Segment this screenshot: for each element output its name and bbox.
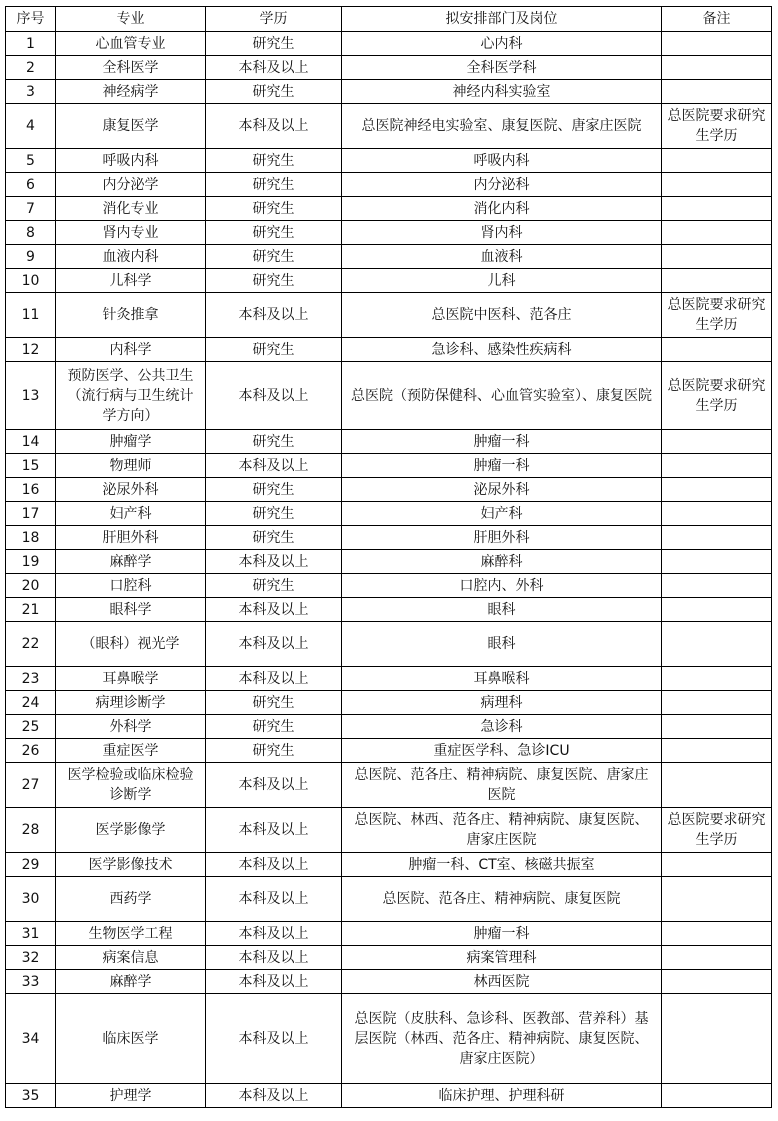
cell-note: 总医院要求研究生学历 [662,808,772,853]
cell-no: 5 [6,149,56,173]
cell-major: 麻醉学 [56,550,206,574]
cell-department: 总医院、范各庄、精神病院、康复医院 [342,877,662,922]
cell-note [662,269,772,293]
table-row [6,173,772,197]
recruitment-table [5,6,772,1108]
cell-no: 30 [6,877,56,922]
header-cell-education: 学历 [206,7,342,32]
table-row [6,946,772,970]
cell-note [662,221,772,245]
cell-education: 研究生 [206,269,342,293]
table-row [6,338,772,362]
cell-major: 病理诊断学 [56,691,206,715]
cell-education: 研究生 [206,197,342,221]
cell-department: 肿瘤一科 [342,430,662,454]
cell-note [662,80,772,104]
cell-no: 7 [6,197,56,221]
cell-major: 重症医学 [56,739,206,763]
cell-no: 25 [6,715,56,739]
table-row [6,197,772,221]
cell-note: 总医院要求研究生学历 [662,104,772,149]
cell-note [662,715,772,739]
cell-no: 19 [6,550,56,574]
cell-note [662,32,772,56]
cell-no: 8 [6,221,56,245]
cell-major: 泌尿外科 [56,478,206,502]
cell-note [662,877,772,922]
table-row [6,763,772,808]
table-row [6,970,772,994]
cell-no: 13 [6,362,56,430]
cell-major: 肾内专业 [56,221,206,245]
cell-note [662,550,772,574]
table-row [6,104,772,149]
table-row [6,739,772,763]
cell-major: 血液内科 [56,245,206,269]
cell-department: 急诊科、感染性疾病科 [342,338,662,362]
cell-education: 研究生 [206,245,342,269]
table-row [6,293,772,338]
cell-no: 11 [6,293,56,338]
cell-no: 35 [6,1084,56,1108]
header-cell-note: 备注 [662,7,772,32]
table-row [6,622,772,667]
cell-note [662,763,772,808]
cell-department: 总医院、林西、范各庄、精神病院、康复医院、唐家庄医院 [342,808,662,853]
cell-department: 耳鼻喉科 [342,667,662,691]
cell-major: 消化专业 [56,197,206,221]
table-row [6,269,772,293]
cell-department: 内分泌科 [342,173,662,197]
cell-note: 总医院要求研究生学历 [662,293,772,338]
table-row [6,32,772,56]
cell-no: 22 [6,622,56,667]
cell-major: 全科医学 [56,56,206,80]
cell-no: 29 [6,853,56,877]
cell-education: 本科及以上 [206,994,342,1084]
cell-department: 消化内科 [342,197,662,221]
cell-education: 研究生 [206,430,342,454]
cell-note [662,853,772,877]
cell-education: 研究生 [206,502,342,526]
cell-department: 重症医学科、急诊ICU [342,739,662,763]
cell-note [662,478,772,502]
cell-no: 18 [6,526,56,550]
cell-department: 呼吸内科 [342,149,662,173]
cell-department: 总医院中医科、范各庄 [342,293,662,338]
cell-no: 15 [6,454,56,478]
cell-major: 肿瘤学 [56,430,206,454]
cell-department: 临床护理、护理科研 [342,1084,662,1108]
cell-department: 肿瘤一科、CT室、核磁共振室 [342,853,662,877]
table-row [6,550,772,574]
cell-no: 3 [6,80,56,104]
cell-major: 神经病学 [56,80,206,104]
cell-no: 6 [6,173,56,197]
cell-no: 26 [6,739,56,763]
cell-department: 泌尿外科 [342,478,662,502]
cell-note [662,946,772,970]
cell-department: 全科医学科 [342,56,662,80]
cell-note [662,691,772,715]
cell-note [662,622,772,667]
header-row [6,7,772,32]
cell-education: 研究生 [206,715,342,739]
cell-note [662,338,772,362]
table-row [6,667,772,691]
cell-no: 20 [6,574,56,598]
cell-no: 2 [6,56,56,80]
cell-major: （眼科）视光学 [56,622,206,667]
cell-major: 呼吸内科 [56,149,206,173]
cell-major: 耳鼻喉学 [56,667,206,691]
cell-no: 1 [6,32,56,56]
cell-education: 研究生 [206,691,342,715]
cell-note [662,430,772,454]
cell-department: 总医院（皮肤科、急诊科、医教部、营养科）基层医院（林西、范各庄、精神病院、康复医院、唐家庄医院） [342,994,662,1084]
cell-education: 本科及以上 [206,853,342,877]
header-cell-major: 专业 [56,7,206,32]
cell-no: 14 [6,430,56,454]
header-cell-no: 序号 [6,7,56,32]
cell-no: 23 [6,667,56,691]
cell-note [662,667,772,691]
cell-department: 总医院（预防保健科、心血管实验室）、康复医院 [342,362,662,430]
cell-no: 4 [6,104,56,149]
cell-note [662,502,772,526]
cell-major: 口腔科 [56,574,206,598]
cell-education: 本科及以上 [206,763,342,808]
header-cell-department: 拟安排部门及岗位 [342,7,662,32]
cell-major: 针灸推拿 [56,293,206,338]
cell-major: 妇产科 [56,502,206,526]
table-row [6,245,772,269]
cell-major: 物理师 [56,454,206,478]
cell-education: 本科及以上 [206,550,342,574]
cell-note [662,526,772,550]
cell-department: 眼科 [342,598,662,622]
cell-note [662,574,772,598]
table-row [6,80,772,104]
cell-note: 总医院要求研究生学历 [662,362,772,430]
cell-no: 12 [6,338,56,362]
table-row [6,56,772,80]
table-row [6,149,772,173]
cell-education: 本科及以上 [206,622,342,667]
cell-department: 神经内科实验室 [342,80,662,104]
cell-major: 预防医学、公共卫生（流行病与卫生统计学方向） [56,362,206,430]
cell-education: 研究生 [206,478,342,502]
cell-department: 病理科 [342,691,662,715]
cell-note [662,739,772,763]
table-row [6,574,772,598]
cell-no: 27 [6,763,56,808]
cell-note [662,994,772,1084]
cell-department: 麻醉科 [342,550,662,574]
cell-department: 眼科 [342,622,662,667]
cell-education: 本科及以上 [206,56,342,80]
cell-note [662,970,772,994]
cell-department: 总医院神经电实验室、康复医院、唐家庄医院 [342,104,662,149]
cell-major: 生物医学工程 [56,922,206,946]
cell-department: 儿科 [342,269,662,293]
cell-department: 肿瘤一科 [342,454,662,478]
cell-major: 外科学 [56,715,206,739]
cell-no: 24 [6,691,56,715]
table-row [6,922,772,946]
cell-no: 17 [6,502,56,526]
cell-education: 本科及以上 [206,598,342,622]
cell-major: 医学影像学 [56,808,206,853]
cell-education: 研究生 [206,221,342,245]
cell-education: 本科及以上 [206,808,342,853]
cell-department: 急诊科 [342,715,662,739]
table-row [6,526,772,550]
cell-major: 护理学 [56,1084,206,1108]
cell-department: 肝胆外科 [342,526,662,550]
table-row [6,994,772,1084]
cell-no: 9 [6,245,56,269]
cell-note [662,922,772,946]
cell-education: 研究生 [206,149,342,173]
table-row [6,478,772,502]
cell-education: 本科及以上 [206,970,342,994]
cell-education: 研究生 [206,80,342,104]
cell-major: 西药学 [56,877,206,922]
cell-major: 医学影像技术 [56,853,206,877]
table-row [6,1084,772,1108]
cell-major: 康复医学 [56,104,206,149]
cell-major: 儿科学 [56,269,206,293]
cell-education: 研究生 [206,173,342,197]
cell-department: 林西医院 [342,970,662,994]
cell-department: 病案管理科 [342,946,662,970]
table-row [6,691,772,715]
cell-no: 32 [6,946,56,970]
cell-no: 28 [6,808,56,853]
cell-education: 研究生 [206,338,342,362]
table-row [6,598,772,622]
table-row [6,430,772,454]
table-row [6,808,772,853]
cell-no: 33 [6,970,56,994]
cell-education: 本科及以上 [206,922,342,946]
cell-education: 本科及以上 [206,454,342,478]
cell-note [662,149,772,173]
cell-department: 总医院、范各庄、精神病院、康复医院、唐家庄医院 [342,763,662,808]
cell-major: 肝胆外科 [56,526,206,550]
cell-education: 研究生 [206,526,342,550]
cell-education: 本科及以上 [206,667,342,691]
cell-department: 口腔内、外科 [342,574,662,598]
cell-note [662,56,772,80]
table-row [6,362,772,430]
cell-major: 内科学 [56,338,206,362]
cell-department: 妇产科 [342,502,662,526]
table-row [6,715,772,739]
cell-major: 内分泌学 [56,173,206,197]
cell-note [662,245,772,269]
cell-education: 研究生 [206,739,342,763]
cell-note [662,598,772,622]
cell-no: 21 [6,598,56,622]
cell-education: 研究生 [206,574,342,598]
table-row [6,221,772,245]
cell-department: 血液科 [342,245,662,269]
cell-education: 本科及以上 [206,877,342,922]
table-row [6,877,772,922]
table-container [5,6,772,1108]
table-row [6,454,772,478]
cell-education: 本科及以上 [206,1084,342,1108]
cell-major: 心血管专业 [56,32,206,56]
cell-major: 眼科学 [56,598,206,622]
cell-department: 心内科 [342,32,662,56]
cell-education: 本科及以上 [206,362,342,430]
table-row [6,853,772,877]
cell-no: 34 [6,994,56,1084]
cell-major: 麻醉学 [56,970,206,994]
cell-no: 16 [6,478,56,502]
cell-department: 肾内科 [342,221,662,245]
cell-no: 10 [6,269,56,293]
cell-education: 研究生 [206,32,342,56]
cell-major: 医学检验或临床检验诊断学 [56,763,206,808]
cell-department: 肿瘤一科 [342,922,662,946]
cell-note [662,173,772,197]
cell-note [662,454,772,478]
cell-note [662,1084,772,1108]
table-body [6,32,772,1108]
cell-education: 本科及以上 [206,293,342,338]
cell-major: 病案信息 [56,946,206,970]
cell-education: 本科及以上 [206,104,342,149]
cell-education: 本科及以上 [206,946,342,970]
cell-major: 临床医学 [56,994,206,1084]
table-row [6,502,772,526]
cell-note [662,197,772,221]
cell-no: 31 [6,922,56,946]
